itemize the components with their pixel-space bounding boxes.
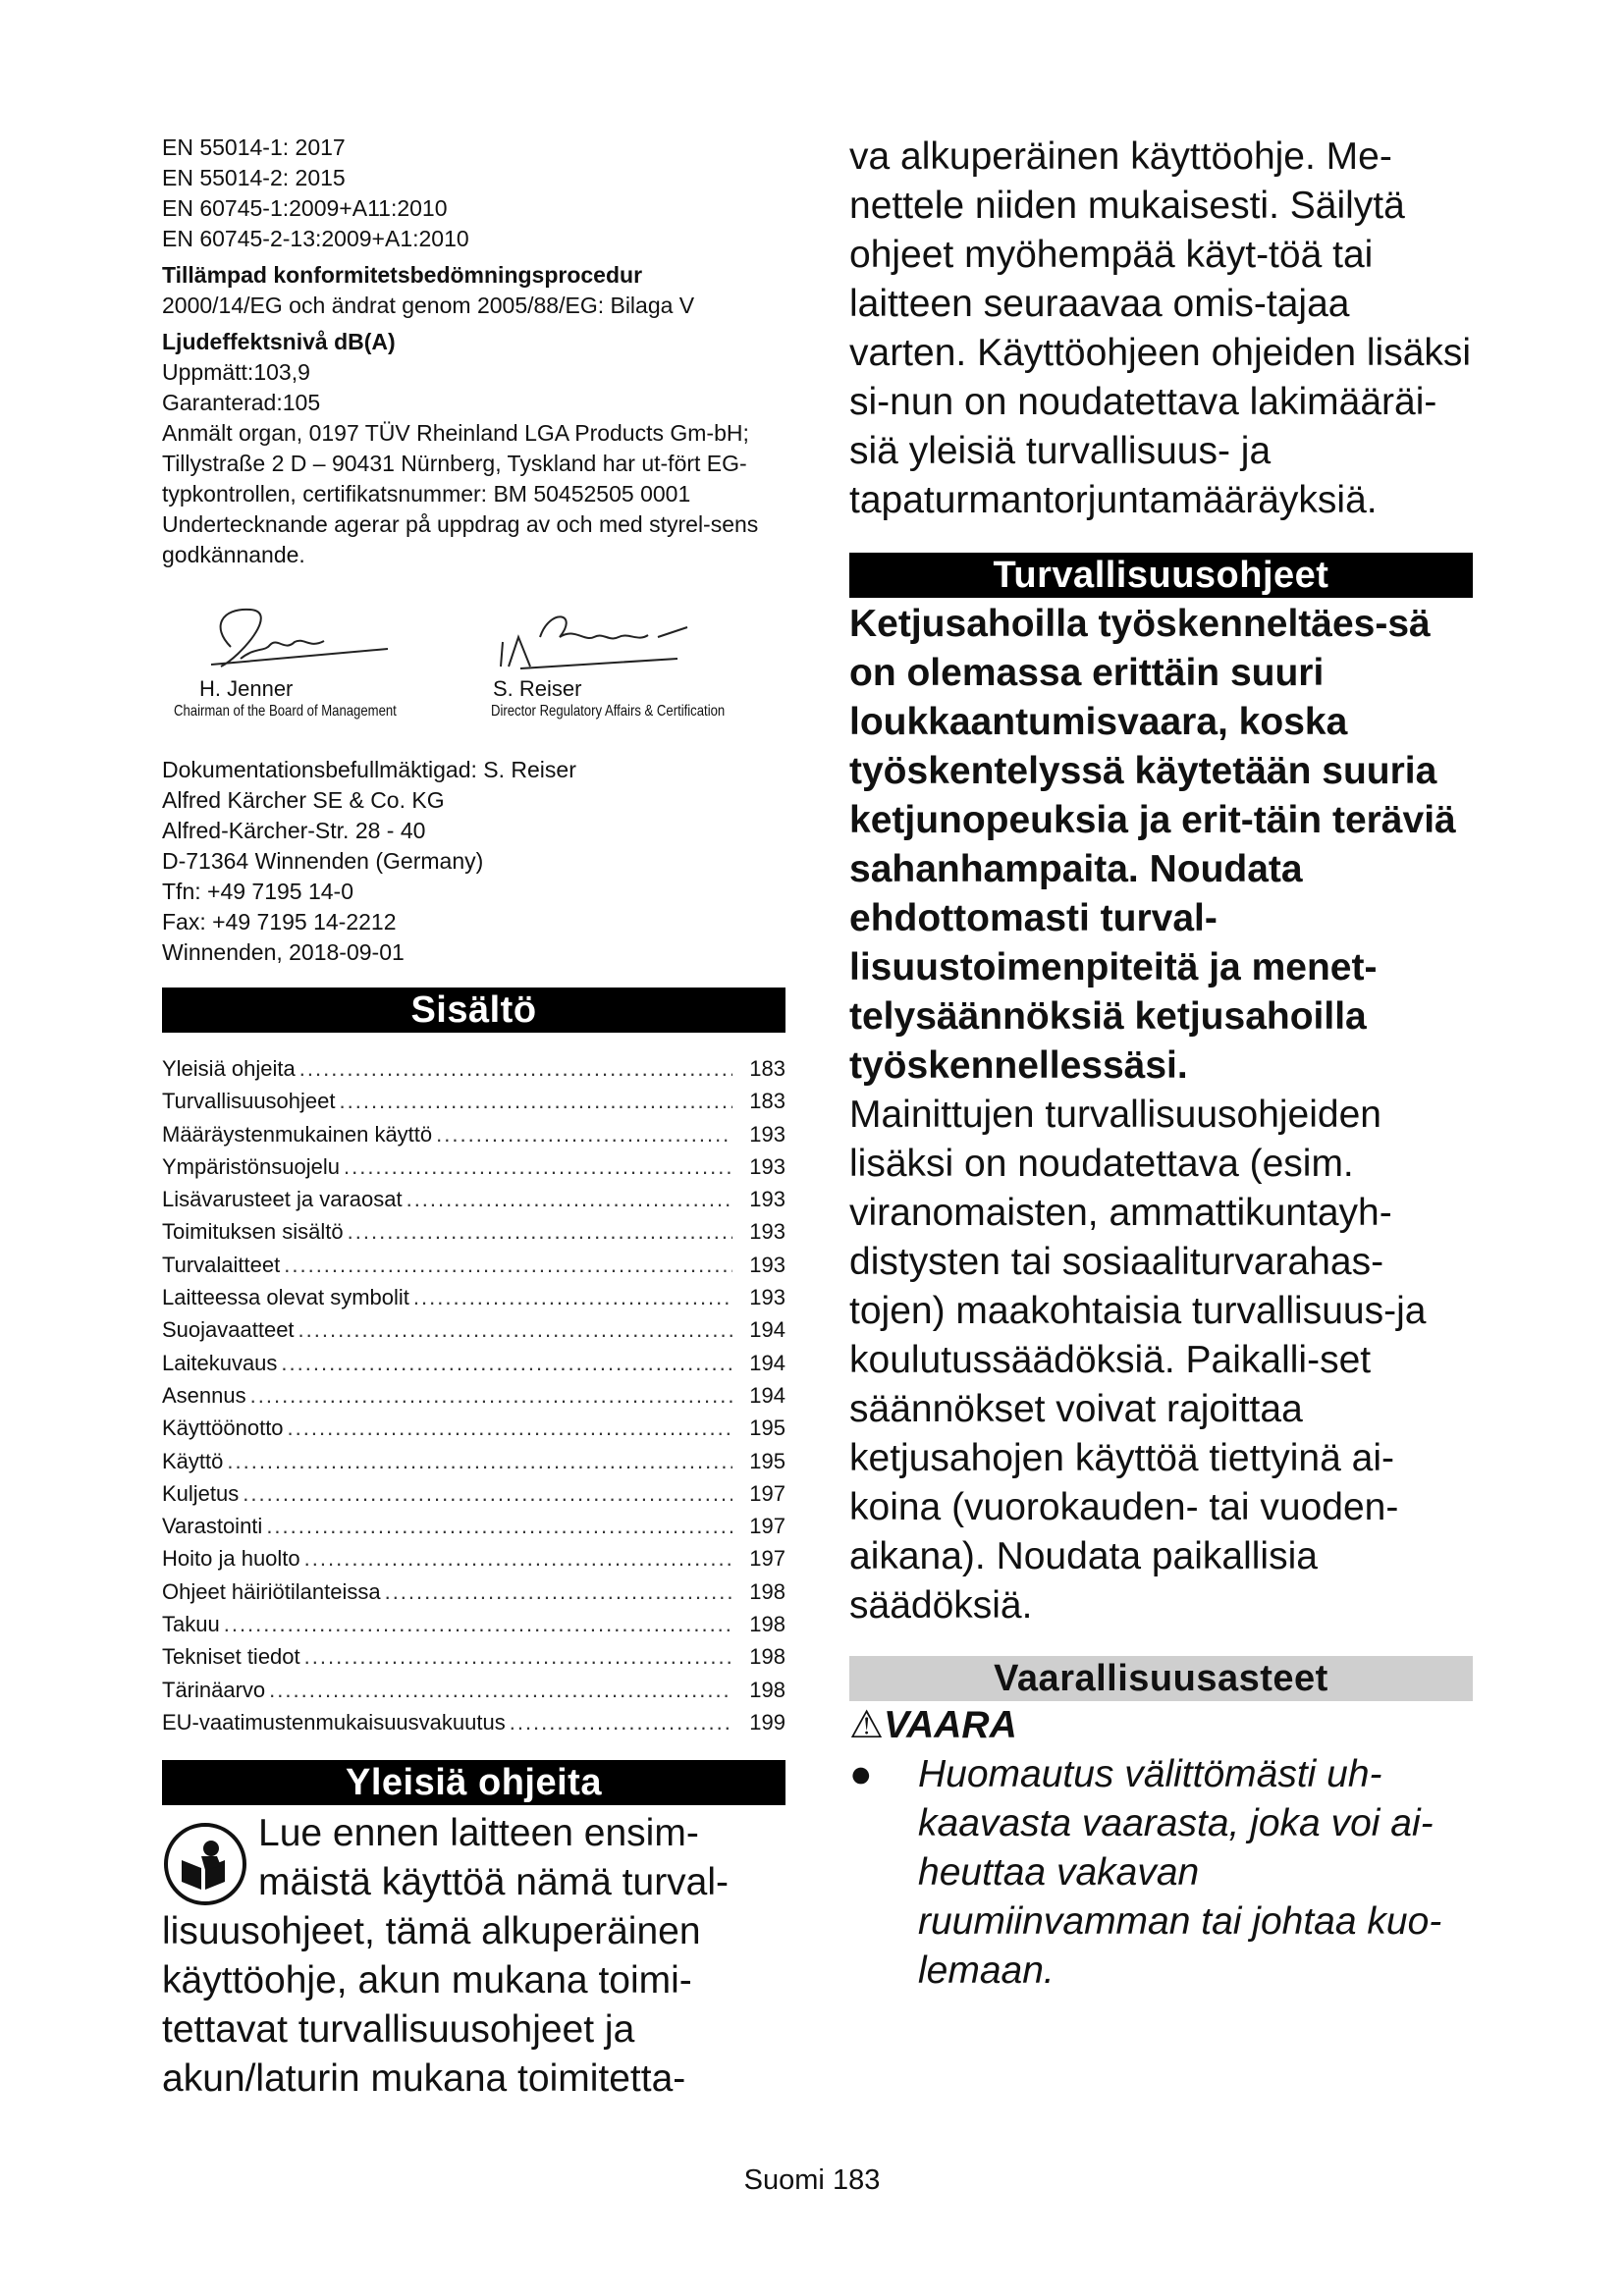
continued-text: va alkuperäinen käyttöohje. Me-nettele niiden mukaisesti. Säilytä ohjeet myöhempää käyt-töä tai laitteen seuraavaa omis-tajaa varten. Käyttöohjeen ohjeiden lisäksi si-nun on noudatettava lakimääräi-siä yleisiä turvallisuus- ja tapaturmantorjuntamääräyksiä.	[849, 135, 1472, 521]
toc-entry[interactable]	[162, 1183, 785, 1215]
toc-entry-page: 198	[749, 1578, 785, 1604]
standard-item: EN 60745-1:2009+A11:2010	[162, 195, 448, 221]
signature-reiser	[491, 598, 785, 721]
toc-entry[interactable]	[162, 1445, 785, 1477]
toc-entry-page: 198	[749, 1612, 785, 1637]
general-text: Lue ennen laitteen ensim-mäistä käyttöä nämä turval-lisuusohjeet, tämä alkuperäinen käyttöohje, akun mukana toimi-tettavat turvallisuusohjeet ja akun/laturin mukana toimitetta-	[162, 1812, 730, 2101]
page-footer	[0, 2164, 1624, 2197]
toc-entry-page: 198	[749, 1644, 785, 1670]
toc-entry[interactable]	[162, 1477, 785, 1510]
toc-entry[interactable]	[162, 1542, 785, 1575]
toc-entry-page: 193	[749, 1285, 785, 1310]
signer-role: Chairman of the Board of Management	[174, 703, 397, 720]
toc-entry-page: 199	[749, 1709, 785, 1735]
toc-entry-page: 183	[749, 1056, 785, 1081]
notified-body-text: Anmält organ, 0197 TÜV Rheinland LGA Products Gm-bH; Tillystraße 2 D – 90431 Nürnberg, Tyskland har ut-fört EG-typkontrollen, certifikatsnummer: BM 50452505 0001	[162, 420, 749, 507]
standard-item: EN 60745-2-13:2009+A1:2010	[162, 226, 469, 251]
standard-item: EN 55014-1: 2017	[162, 134, 346, 160]
address-line: Dokumentationsbefullmäktigad: S. Reiser	[162, 757, 576, 782]
toc-entry-page: 193	[749, 1252, 785, 1277]
toc-entry[interactable]	[162, 1379, 785, 1412]
danger-text: Huomautus välittömästi uh-kaavasta vaarasta, joka voi ai-heuttaa vakavan ruumiinvamman tai johtaa kuo-lemaan.	[918, 1753, 1442, 1992]
toc-entry-title: Varastointi	[162, 1514, 263, 1539]
toc-entry-page: 194	[749, 1350, 785, 1375]
toc-entry[interactable]	[162, 1150, 785, 1183]
toc-entry[interactable]	[162, 1347, 785, 1379]
address-block	[162, 755, 785, 968]
toc-entry[interactable]	[162, 1575, 785, 1608]
signatures	[162, 598, 785, 745]
read-manual-icon	[162, 1821, 248, 1907]
toc-entry[interactable]	[162, 1118, 785, 1150]
toc-entry-page: 195	[749, 1448, 785, 1473]
toc-entry[interactable]	[162, 1215, 785, 1248]
noise-guaranteed: Garanterad:105	[162, 390, 321, 415]
toc-entry[interactable]	[162, 1608, 785, 1640]
footer-language: Suomi	[743, 2164, 825, 2196]
address-line: Tfn: +49 7195 14-0	[162, 879, 354, 904]
address-line: Alfred-Kärcher-Str. 28 - 40	[162, 818, 426, 843]
toc-entry-title: Käyttöönotto	[162, 1415, 284, 1441]
signer-name: H. Jenner	[199, 676, 294, 701]
toc-entry[interactable]	[162, 1313, 785, 1346]
toc-entry-page: 193	[749, 1187, 785, 1212]
address-line: Fax: +49 7195 14-2212	[162, 909, 397, 934]
procedure-heading: Tillämpad konformitetsbedömningsprocedur	[162, 262, 643, 288]
toc-entry-title: Ohjeet häiriötilanteissa	[162, 1578, 381, 1604]
standards-list	[162, 133, 785, 254]
toc-entry-title: Yleisiä ohjeita	[162, 1056, 296, 1081]
address-line: Alfred Kärcher SE & Co. KG	[162, 787, 445, 813]
toc-entry-title: Toimituksen sisältö	[162, 1219, 344, 1245]
safety-text: Mainittujen turvallisuusohjeiden lisäksi on noudatettava (esim. viranomaisten, ammattikuntayh-distysten tai sosiaaliturvarahas-tojen) maakohtaisia turvallisuus-ja koulutussäädöksiä. Paikalli-set säännökset voivat rajoittaa ketjusahojen käyttöä tiettyinä ai-koina (vuorokauden- tai vuoden-aikana). Noudata paikallisia säädöksiä.	[849, 1094, 1427, 1627]
footer-page-number: 183	[832, 2164, 881, 2196]
general-title-bar: Yleisiä ohjeita	[162, 1760, 785, 1805]
signature-scribble-icon	[491, 598, 707, 676]
address-line: D-71364 Winnenden (Germany)	[162, 848, 484, 874]
safety-warning-bold: Ketjusahoilla työskenneltäes-sä on olemassa erittäin suuri loukkaantumisvaara, koska työskentelyssä käytetään suuria ketjunopeuksia ja erit-täin teräviä sahanhampaita. Noudata ehdottomasti turval-lisuustoimenpiteitä ja menet-telysäännöksiä ketjusahoilla työskennellessäsi.	[849, 603, 1456, 1087]
toc-entry-page: 197	[749, 1514, 785, 1539]
right-column	[849, 133, 1473, 1996]
noise-heading: Ljudeffektsnivå dB(A)	[162, 329, 396, 354]
toc-entry-title: Lisävarusteet ja varaosat	[162, 1187, 403, 1212]
table-of-contents	[162, 1052, 785, 1738]
general-intro	[162, 1809, 785, 2104]
toc-entry-page: 193	[749, 1153, 785, 1179]
left-column	[162, 133, 785, 2104]
toc-entry-page: 198	[749, 1677, 785, 1702]
toc-entry-title: Turvalaitteet	[162, 1252, 281, 1277]
toc-entry[interactable]	[162, 1640, 785, 1673]
toc-entry[interactable]	[162, 1510, 785, 1542]
toc-entry-title: Tekniset tiedot	[162, 1644, 300, 1670]
toc-entry[interactable]	[162, 1052, 785, 1085]
danger-label: ⚠VAARA	[849, 1704, 1017, 1746]
toc-entry-page: 193	[749, 1121, 785, 1147]
address-line: Winnenden, 2018-09-01	[162, 939, 405, 965]
standard-item: EN 55014-2: 2015	[162, 165, 346, 190]
toc-entry-page: 195	[749, 1415, 785, 1441]
toc-entry-title: EU-vaatimustenmukaisuusvakuutus	[162, 1709, 506, 1735]
toc-entry-title: Takuu	[162, 1612, 220, 1637]
danger-block	[849, 1701, 1473, 1996]
toc-entry-page: 197	[749, 1546, 785, 1572]
toc-entry-page: 194	[749, 1317, 785, 1343]
toc-entry-title: Asennus	[162, 1382, 246, 1408]
bullet-icon: ●	[849, 1753, 873, 1795]
signer-name: S. Reiser	[493, 676, 582, 701]
toc-entry-page: 183	[749, 1089, 785, 1114]
toc-entry-title: Laitteessa olevat symbolit	[162, 1285, 409, 1310]
toc-entry[interactable]	[162, 1706, 785, 1738]
noise-measured: Uppmätt:103,9	[162, 359, 310, 385]
safety-title-bar: Turvallisuusohjeet	[849, 553, 1473, 598]
toc-entry-title: Tärinäarvo	[162, 1677, 266, 1702]
toc-entry-title: Laitekuvaus	[162, 1350, 278, 1375]
toc-entry-page: 194	[749, 1382, 785, 1408]
signer-role: Director Regulatory Affairs & Certification	[491, 703, 726, 720]
toc-entry-page: 197	[749, 1480, 785, 1506]
toc-entry-title: Hoito ja huolto	[162, 1546, 300, 1572]
hazard-levels-bar: Vaarallisuusasteet	[849, 1656, 1473, 1701]
toc-entry-page: 193	[749, 1219, 785, 1245]
toc-entry[interactable]	[162, 1281, 785, 1313]
toc-title-bar: Sisältö	[162, 988, 785, 1033]
toc-entry-title: Määräystenmukainen käyttö	[162, 1121, 433, 1147]
procedure-text: 2000/14/EG och ändrat genom 2005/88/EG: Bilaga V	[162, 293, 695, 318]
toc-entry-title: Suojavaatteet	[162, 1317, 295, 1343]
toc-entry[interactable]	[162, 1674, 785, 1706]
toc-entry[interactable]	[162, 1249, 785, 1281]
toc-entry[interactable]	[162, 1085, 785, 1117]
toc-entry-title: Turvallisuusohjeet	[162, 1089, 336, 1114]
signatories-note: Undertecknande agerar på uppdrag av och med styrel-sens godkännande.	[162, 511, 759, 567]
toc-entry-title: Käyttö	[162, 1448, 224, 1473]
toc-entry[interactable]	[162, 1412, 785, 1444]
toc-entry-title: Kuljetus	[162, 1480, 240, 1506]
toc-entry-title: Ympäristönsuojelu	[162, 1153, 340, 1179]
signature-jenner	[162, 598, 476, 721]
signature-scribble-icon	[162, 598, 417, 676]
